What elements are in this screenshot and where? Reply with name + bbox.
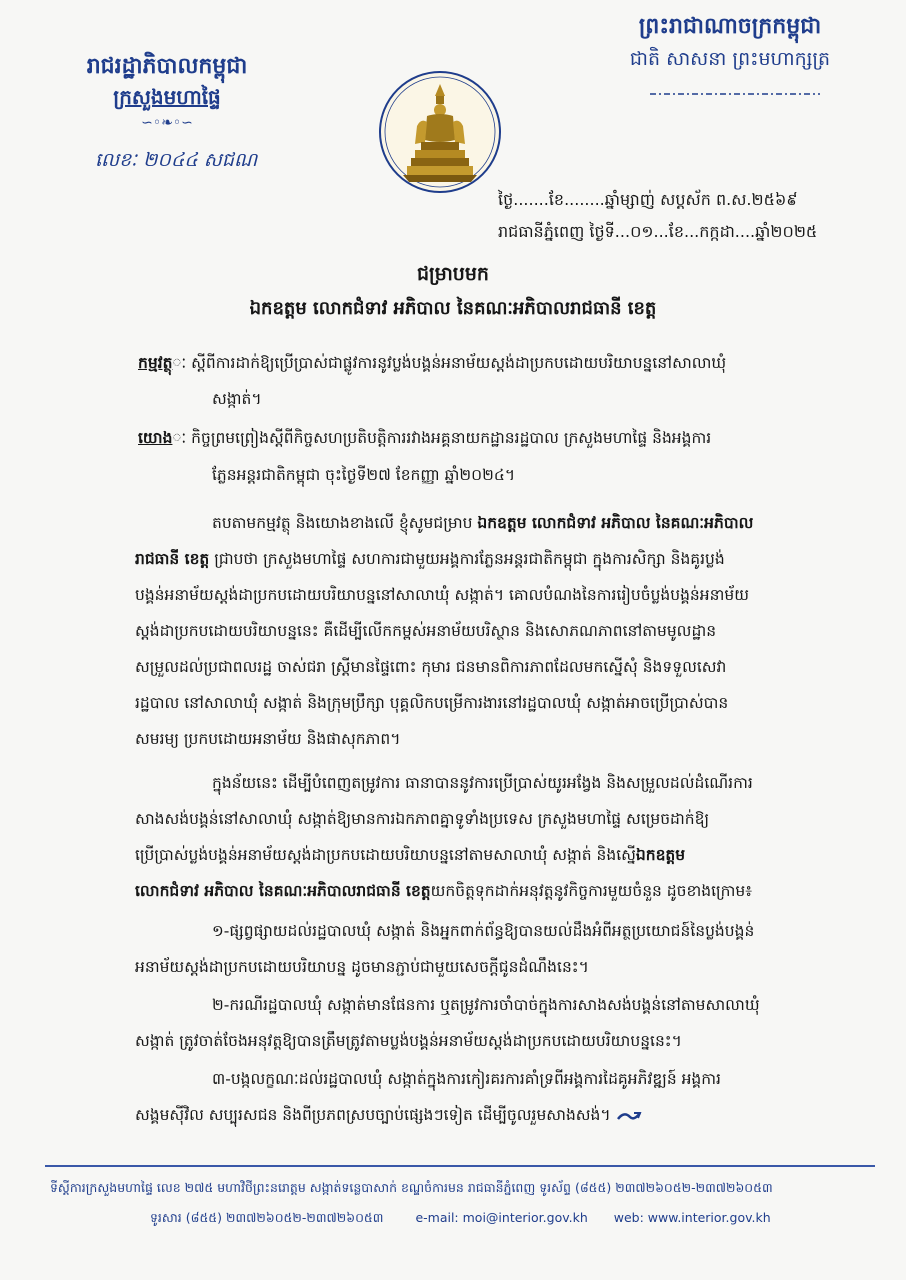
- footer-contact: [50, 1210, 771, 1229]
- right-letterhead: [590, 10, 870, 74]
- item-3-line-1: ៣-បង្កលក្ខណៈដល់រដ្ឋបាលឃុំ សង្កាត់ក្នុងការកៀរគរការគាំទ្រពីអង្គការដៃគូអភិវឌ្ឍន៍ អង្គការ: [212, 1070, 721, 1088]
- para1-line-2: [135, 548, 725, 570]
- continuation-mark-icon: [616, 1109, 642, 1123]
- para1-addressee-bold-cont: រាជធានី ខេត្ត: [135, 550, 210, 568]
- para2-line-2: សាងសង់បង្គន់នៅសាលាឃុំ សង្កាត់ឱ្យមានការឯកភាពគ្នាទូទាំងប្រទេស ក្រសួងមហាផ្ទៃ សម្រេចដាក់ឱ្យ: [135, 810, 710, 828]
- document-number: លេខៈ ២០៤៤ សជណ: [95, 149, 258, 171]
- para1-line-3: បង្គន់អនាម័យស្តង់ដាប្រកបដោយបរិយាបន្ននៅសាលាឃុំ សង្កាត់។ គោលបំណងនៃការរៀបចំប្លង់បង្គន់អនាម័យ: [135, 586, 749, 604]
- salutation-heading: ជម្រាបមក: [417, 263, 489, 285]
- item-2-line-1: ២-ករណីរដ្ឋបាលឃុំ សង្កាត់មានផែនការ ឬតម្រូវការចាំបាច់ក្នុងការសាងសង់បង្គន់នៅតាមសាលាឃុំ: [212, 996, 760, 1014]
- item-2-line-2: សង្កាត់ ត្រូវចាត់ចែងអនុវត្តឱ្យបានត្រឹមត្រូវតាមប្លង់បង្គន់អនាម័យស្តង់ដាប្រកបដោយបរិយាបន្ននេះ។: [135, 1032, 682, 1050]
- subject-line-2: សង្កាត់។: [212, 390, 262, 408]
- government-name: រាជរដ្ឋាភិបាលកម្ពុជា: [86, 54, 248, 79]
- footer-fax: ទូរសារ (៨៥៥) ២៣៧២៦០៥២-២៣៧២៦០៥៣: [150, 1210, 384, 1225]
- reference-label: យោង: [138, 429, 173, 447]
- left-letterhead: [62, 52, 272, 132]
- para1-addressee-bold: ឯកឧត្តម លោកជំទាវ អភិបាល នៃគណៈអភិបាល: [477, 514, 754, 532]
- reference-line-1: [138, 427, 711, 449]
- para2-line-4: [135, 880, 752, 902]
- kingdom-name: ព្រះរាជាណាចក្រកម្ពុជា: [638, 14, 822, 39]
- reference-line-2: ភ្លែនអន្តរជាតិកម្ពុជា ចុះថ្ងៃទី២៧ ខែកញ្ញា ឆ្នាំ២០២៤។: [212, 466, 516, 484]
- subject-line-1: [138, 352, 726, 374]
- royal-emblem-icon: [377, 62, 503, 202]
- item-1-line-1: ១-ផ្សព្វផ្សាយដល់រដ្ឋបាលឃុំ សង្កាត់ និងអ្នកពាក់ព័ន្ធឱ្យបានយល់ដឹងអំពីអត្ថប្រយោជន៍នៃប្លង់បង្គន់: [212, 922, 755, 940]
- ministry-name: ក្រសួងមហាផ្ទៃ: [113, 85, 221, 109]
- subject-text: ៈ ស្តីពីការដាក់ឱ្យប្រើប្រាស់ជាផ្លូវការនូវប្លង់បង្គន់អនាម័យស្តង់ដាប្រកបដោយបរិយាបន្ននៅសាលាឃុំ: [172, 354, 727, 372]
- footer-web[interactable]: web: www.interior.gov.kh: [613, 1210, 771, 1225]
- para2-text-cont: យកចិត្តទុកដាក់អនុវត្តនូវកិច្ចការមួយចំនួន ដូចខាងក្រោម៖: [430, 882, 753, 900]
- para2-text: ប្រើប្រាស់ប្លង់បង្គន់អនាម័យស្តង់ដាប្រកបដោយបរិយាបន្ននៅតាមសាលាឃុំ សង្កាត់ និងស្នើ: [135, 846, 636, 864]
- motto-underline-divider: [650, 92, 820, 96]
- ornament-divider: ∽◦❧◦∽: [141, 115, 193, 131]
- footer-divider: [45, 1165, 875, 1167]
- addressee: ឯកឧត្តម លោកជំទាវ អភិបាល នៃគណៈអភិបាលរាជធានី ខេត្ត: [249, 298, 657, 319]
- reference-text: ៈ កិច្ចព្រមព្រៀងស្តីពីកិច្ចសហប្រតិបត្តិការរវាងអគ្គនាយកដ្ឋានរដ្ឋបាល ក្រសួងមហាផ្ទៃ និងអង្គការ: [172, 429, 712, 447]
- para2-addressee-bold: ឯកឧត្តម: [635, 846, 686, 864]
- subject-label: កម្មវត្ថុ: [138, 354, 173, 372]
- para1-line-6: រដ្ឋបាល នៅសាលាឃុំ សង្កាត់ និងក្រុមប្រឹក្សា បុគ្គលិកបម្រើការងារនៅរដ្ឋបាលឃុំ សង្កាត់អាចប្រើប្រាស់បាន: [135, 694, 729, 712]
- footer-email[interactable]: e-mail: moi@interior.gov.kh: [415, 1210, 588, 1225]
- footer-address: ទីស្តីការក្រសួងមហាផ្ទៃ លេខ ២៧៥ មហាវិថីព្រះនរោត្តម សង្កាត់ទន្លេបាសាក់ ខណ្ឌចំការមន រាជធានីភ្នំពេញ ទូរស័ព្ទ (៨៥៥) ២៣៧២៦០៥២-២៣៧២៦០៥៣: [50, 1180, 773, 1195]
- para1-text-cont: ជ្រាបថា ក្រសួងមហាផ្ទៃ សហការជាមួយអង្គការភ្លែនអន្តរជាតិកម្ពុជា ក្នុងការសិក្សា និងគូរប្លង់: [209, 550, 725, 568]
- para2-line-3: [135, 844, 685, 866]
- para1-line-4: ស្តង់ដាប្រកបដោយបរិយាបន្ននេះ គឺដើម្បីលើកកម្ពស់អនាម័យបរិស្ថាន និងសោភណភាពនៅតាមមូលដ្ឋាន: [135, 622, 717, 640]
- para1-line-5: សម្រួលដល់ប្រជាពលរដ្ឋ ចាស់ជរា ស្ត្រីមានផ្ទៃពោះ កុមារ ជនមានពិការភាពដែលមកស្នើសុំ និងទទួលសេវា: [135, 658, 727, 676]
- item-1-line-2: អនាម័យស្តង់ដាប្រកបដោយបរិយាបន្ន ដូចមានភ្ជាប់ជាមួយសេចក្តីជូនដំណឹងនេះ។: [135, 958, 589, 976]
- para1-line-1: [212, 512, 753, 534]
- para1-line-7: សមរម្យ ប្រកបដោយអនាម័យ និងផាសុកភាព។: [135, 730, 401, 748]
- para1-text: តបតាមកម្មវត្ថុ និងយោងខាងលើ ខ្ញុំសូមជម្រាប: [212, 514, 478, 532]
- para2-addressee-bold-cont: លោកជំទាវ អភិបាល នៃគណៈអភិបាលរាជធានី ខេត្ត: [135, 882, 431, 900]
- para2-line-1: ក្នុងន័យនេះ ដើម្បីបំពេញតម្រូវការ ធានាបាននូវការប្រើប្រាស់យូរអង្វែង និងសម្រួលដល់ដំណើរការ: [212, 774, 753, 792]
- national-motto: ជាតិ សាសនា ព្រះមហាក្សត្រ: [629, 48, 831, 70]
- solar-date: រាជធានីភ្នំពេញ ថ្ងៃទី...០១...ខែ...កក្កដា....ឆ្នាំ២០២៥: [498, 222, 818, 241]
- lunar-date: ថ្ងៃ.......ខែ........ឆ្នាំម្សាញ់ សប្តស័ក ព.ស.២៥៦៩: [498, 190, 798, 209]
- item-3-line-2: [135, 1104, 642, 1126]
- item-3-text: សង្គមស៊ីវិល សប្បុរសជន និងពីប្រភពស្របច្បាប់ផ្សេងៗទៀត ដើម្បីចូលរួមសាងសង់។: [135, 1106, 611, 1124]
